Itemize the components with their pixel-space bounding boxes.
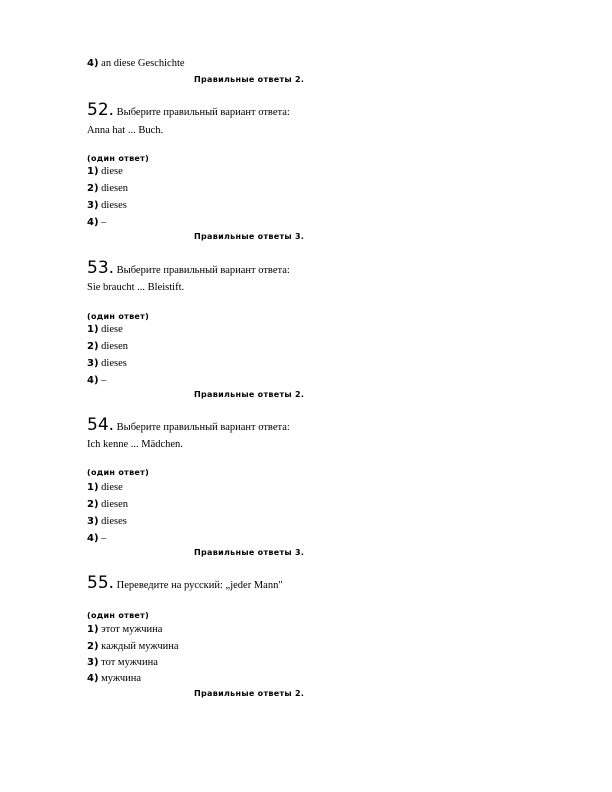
option-number: 1) [87, 324, 99, 335]
question-54-heading [87, 415, 290, 438]
option-item[interactable] [87, 672, 141, 685]
option-item[interactable] [87, 515, 127, 528]
option-item[interactable] [87, 216, 106, 229]
option-number: 4) [87, 58, 99, 69]
question-sentence: Ich kenne ... Mädchen. [87, 439, 183, 450]
option-number: 4) [87, 375, 99, 386]
correct-answer-note: Правильные ответы 2. [194, 390, 305, 399]
option-item[interactable] [87, 199, 127, 212]
option-item[interactable] [87, 165, 123, 178]
correct-answer-note: Правильные ответы 3. [194, 548, 305, 557]
question-prompt: Переведите на русский: „jeder Mann" [116, 580, 283, 591]
option-text: diesen [101, 499, 128, 510]
option-number: 2) [87, 183, 99, 194]
question-sentence: Anna hat ... Buch. [87, 125, 164, 136]
option-item[interactable] [87, 182, 128, 195]
option-text: мужчина [101, 673, 142, 684]
option-number: 2) [87, 499, 99, 510]
option-text: – [101, 375, 107, 386]
option-number: 1) [87, 624, 99, 635]
option-text: dieses [101, 358, 127, 369]
option-item[interactable] [87, 640, 179, 653]
option-number: 3) [87, 516, 99, 527]
option-number: 2) [87, 641, 99, 652]
option-number: 3) [87, 358, 99, 369]
question-number: 55. [87, 573, 115, 593]
question-number: 53. [87, 258, 115, 278]
option-text: каждый мужчина [101, 641, 179, 652]
option-number: 3) [87, 200, 99, 211]
option-item[interactable] [87, 623, 162, 636]
option-item[interactable] [87, 656, 158, 669]
question-number: 54. [87, 415, 115, 435]
option-text: – [101, 533, 107, 544]
question-number: 52. [87, 100, 115, 120]
correct-answer-note: Правильные ответы 2. [194, 75, 305, 84]
option-text: diese [101, 482, 123, 493]
question-52-heading [87, 100, 290, 123]
option-text: diesen [101, 341, 128, 352]
correct-answer-note: Правильные ответы 3. [194, 232, 305, 241]
correct-answer-note: Правильные ответы 2. [194, 689, 305, 698]
answer-mode-hint: (один ответ) [87, 312, 150, 321]
answer-mode-hint: (один ответ) [87, 611, 150, 620]
option-number: 3) [87, 657, 99, 668]
option-number: 4) [87, 533, 99, 544]
option-number: 4) [87, 673, 99, 684]
option-text: – [101, 217, 107, 228]
answer-mode-hint: (один ответ) [87, 468, 150, 477]
question-55-heading [87, 573, 283, 596]
option-item[interactable] [87, 357, 127, 370]
option-text: an diese Geschichte [101, 58, 185, 69]
option-item [87, 57, 185, 70]
option-number: 4) [87, 217, 99, 228]
question-53-heading [87, 258, 290, 281]
answer-mode-hint: (один ответ) [87, 154, 150, 163]
question-prompt: Выберите правильный вариант ответа: [116, 422, 290, 433]
option-item[interactable] [87, 498, 128, 511]
option-text: dieses [101, 200, 127, 211]
option-text: diese [101, 324, 123, 335]
question-prompt: Выберите правильный вариант ответа: [116, 107, 290, 118]
option-item[interactable] [87, 323, 123, 336]
question-sentence: Sie braucht ... Bleistift. [87, 282, 185, 293]
option-text: этот мужчина [101, 624, 163, 635]
option-item[interactable] [87, 532, 106, 545]
option-text: diese [101, 166, 123, 177]
option-number: 1) [87, 166, 99, 177]
option-item[interactable] [87, 374, 106, 387]
question-prompt: Выберите правильный вариант ответа: [116, 265, 290, 276]
option-number: 2) [87, 341, 99, 352]
option-number: 1) [87, 482, 99, 493]
option-item[interactable] [87, 481, 123, 494]
option-item[interactable] [87, 340, 128, 353]
option-text: dieses [101, 516, 127, 527]
option-text: diesen [101, 183, 128, 194]
option-text: тот мужчина [101, 657, 158, 668]
